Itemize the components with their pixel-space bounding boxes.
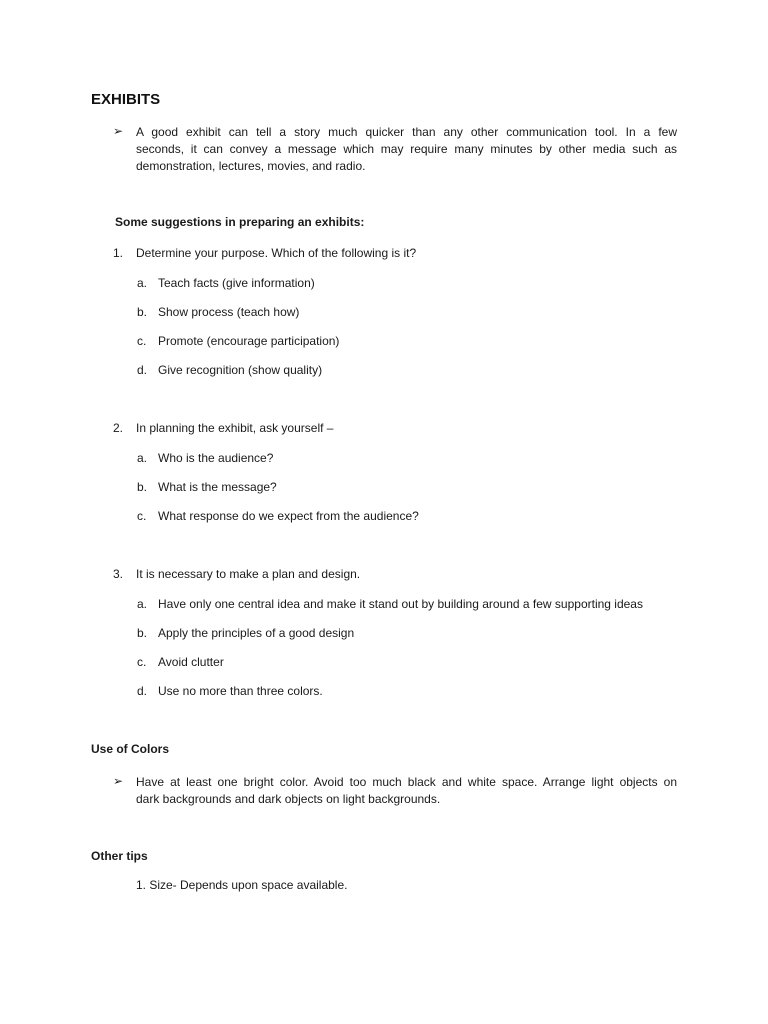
list-item: What response do we expect from the audience? — [158, 509, 419, 523]
list-item: Use no more than three colors. — [158, 684, 323, 698]
intro-line: seconds, it can convey a message which may require many minutes by other media such as — [136, 142, 677, 156]
page-title: EXHIBITS — [91, 91, 161, 108]
intro-line: demonstration, lectures, movies, and radio. — [136, 159, 366, 173]
section-text: It is necessary to make a plan and design. — [136, 567, 361, 581]
list-item: Avoid clutter — [158, 655, 224, 669]
list-item-letter: a. — [137, 451, 148, 465]
colors-line: Have at least one bright color. Avoid too much black and white space. Arrange light objects on — [136, 775, 677, 789]
list-item-letter: c. — [137, 334, 147, 348]
list-item-letter: b. — [137, 626, 148, 640]
section-number: 2. — [113, 421, 124, 435]
section-text: Determine your purpose. Which of the following is it? — [136, 246, 417, 260]
list-item-letter: c. — [137, 509, 147, 523]
colors-heading: Use of Colors — [91, 742, 170, 756]
list-item: Have only one central idea and make it stand out by building around a few supporting ideas — [158, 597, 643, 611]
list-item-letter: a. — [137, 276, 148, 290]
list-item-letter: b. — [137, 480, 148, 494]
suggestions-heading: Some suggestions in preparing an exhibits: — [115, 215, 365, 229]
intro-paragraph — [136, 124, 677, 175]
list-item-letter: c. — [137, 655, 147, 669]
list-item: What is the message? — [158, 480, 277, 494]
other-tips-heading: Other tips — [91, 849, 148, 863]
list-item-letter: a. — [137, 597, 148, 611]
colors-paragraph — [136, 774, 677, 808]
colors-line: dark backgrounds and dark objects on light backgrounds. — [136, 792, 441, 806]
list-item: Promote (encourage participation) — [158, 334, 340, 348]
section-number: 1. — [113, 246, 124, 260]
list-item: Who is the audience? — [158, 451, 274, 465]
intro-line: A good exhibit can tell a story much quicker than any other communication tool. In a few — [136, 125, 677, 139]
list-item: Give recognition (show quality) — [158, 363, 323, 377]
list-item: Teach facts (give information) — [158, 276, 315, 290]
list-item-letter: b. — [137, 305, 148, 319]
list-item-letter: d. — [137, 363, 148, 377]
other-tips-item: 1. Size- Depends upon space available. — [136, 878, 348, 892]
bullet-arrow-icon: ➢ — [113, 124, 124, 138]
list-item: Apply the principles of a good design — [158, 626, 355, 640]
bullet-arrow-icon: ➢ — [113, 774, 124, 788]
list-item-letter: d. — [137, 684, 148, 698]
section-text: In planning the exhibit, ask yourself – — [136, 421, 334, 435]
list-item: Show process (teach how) — [158, 305, 300, 319]
section-number: 3. — [113, 567, 124, 581]
